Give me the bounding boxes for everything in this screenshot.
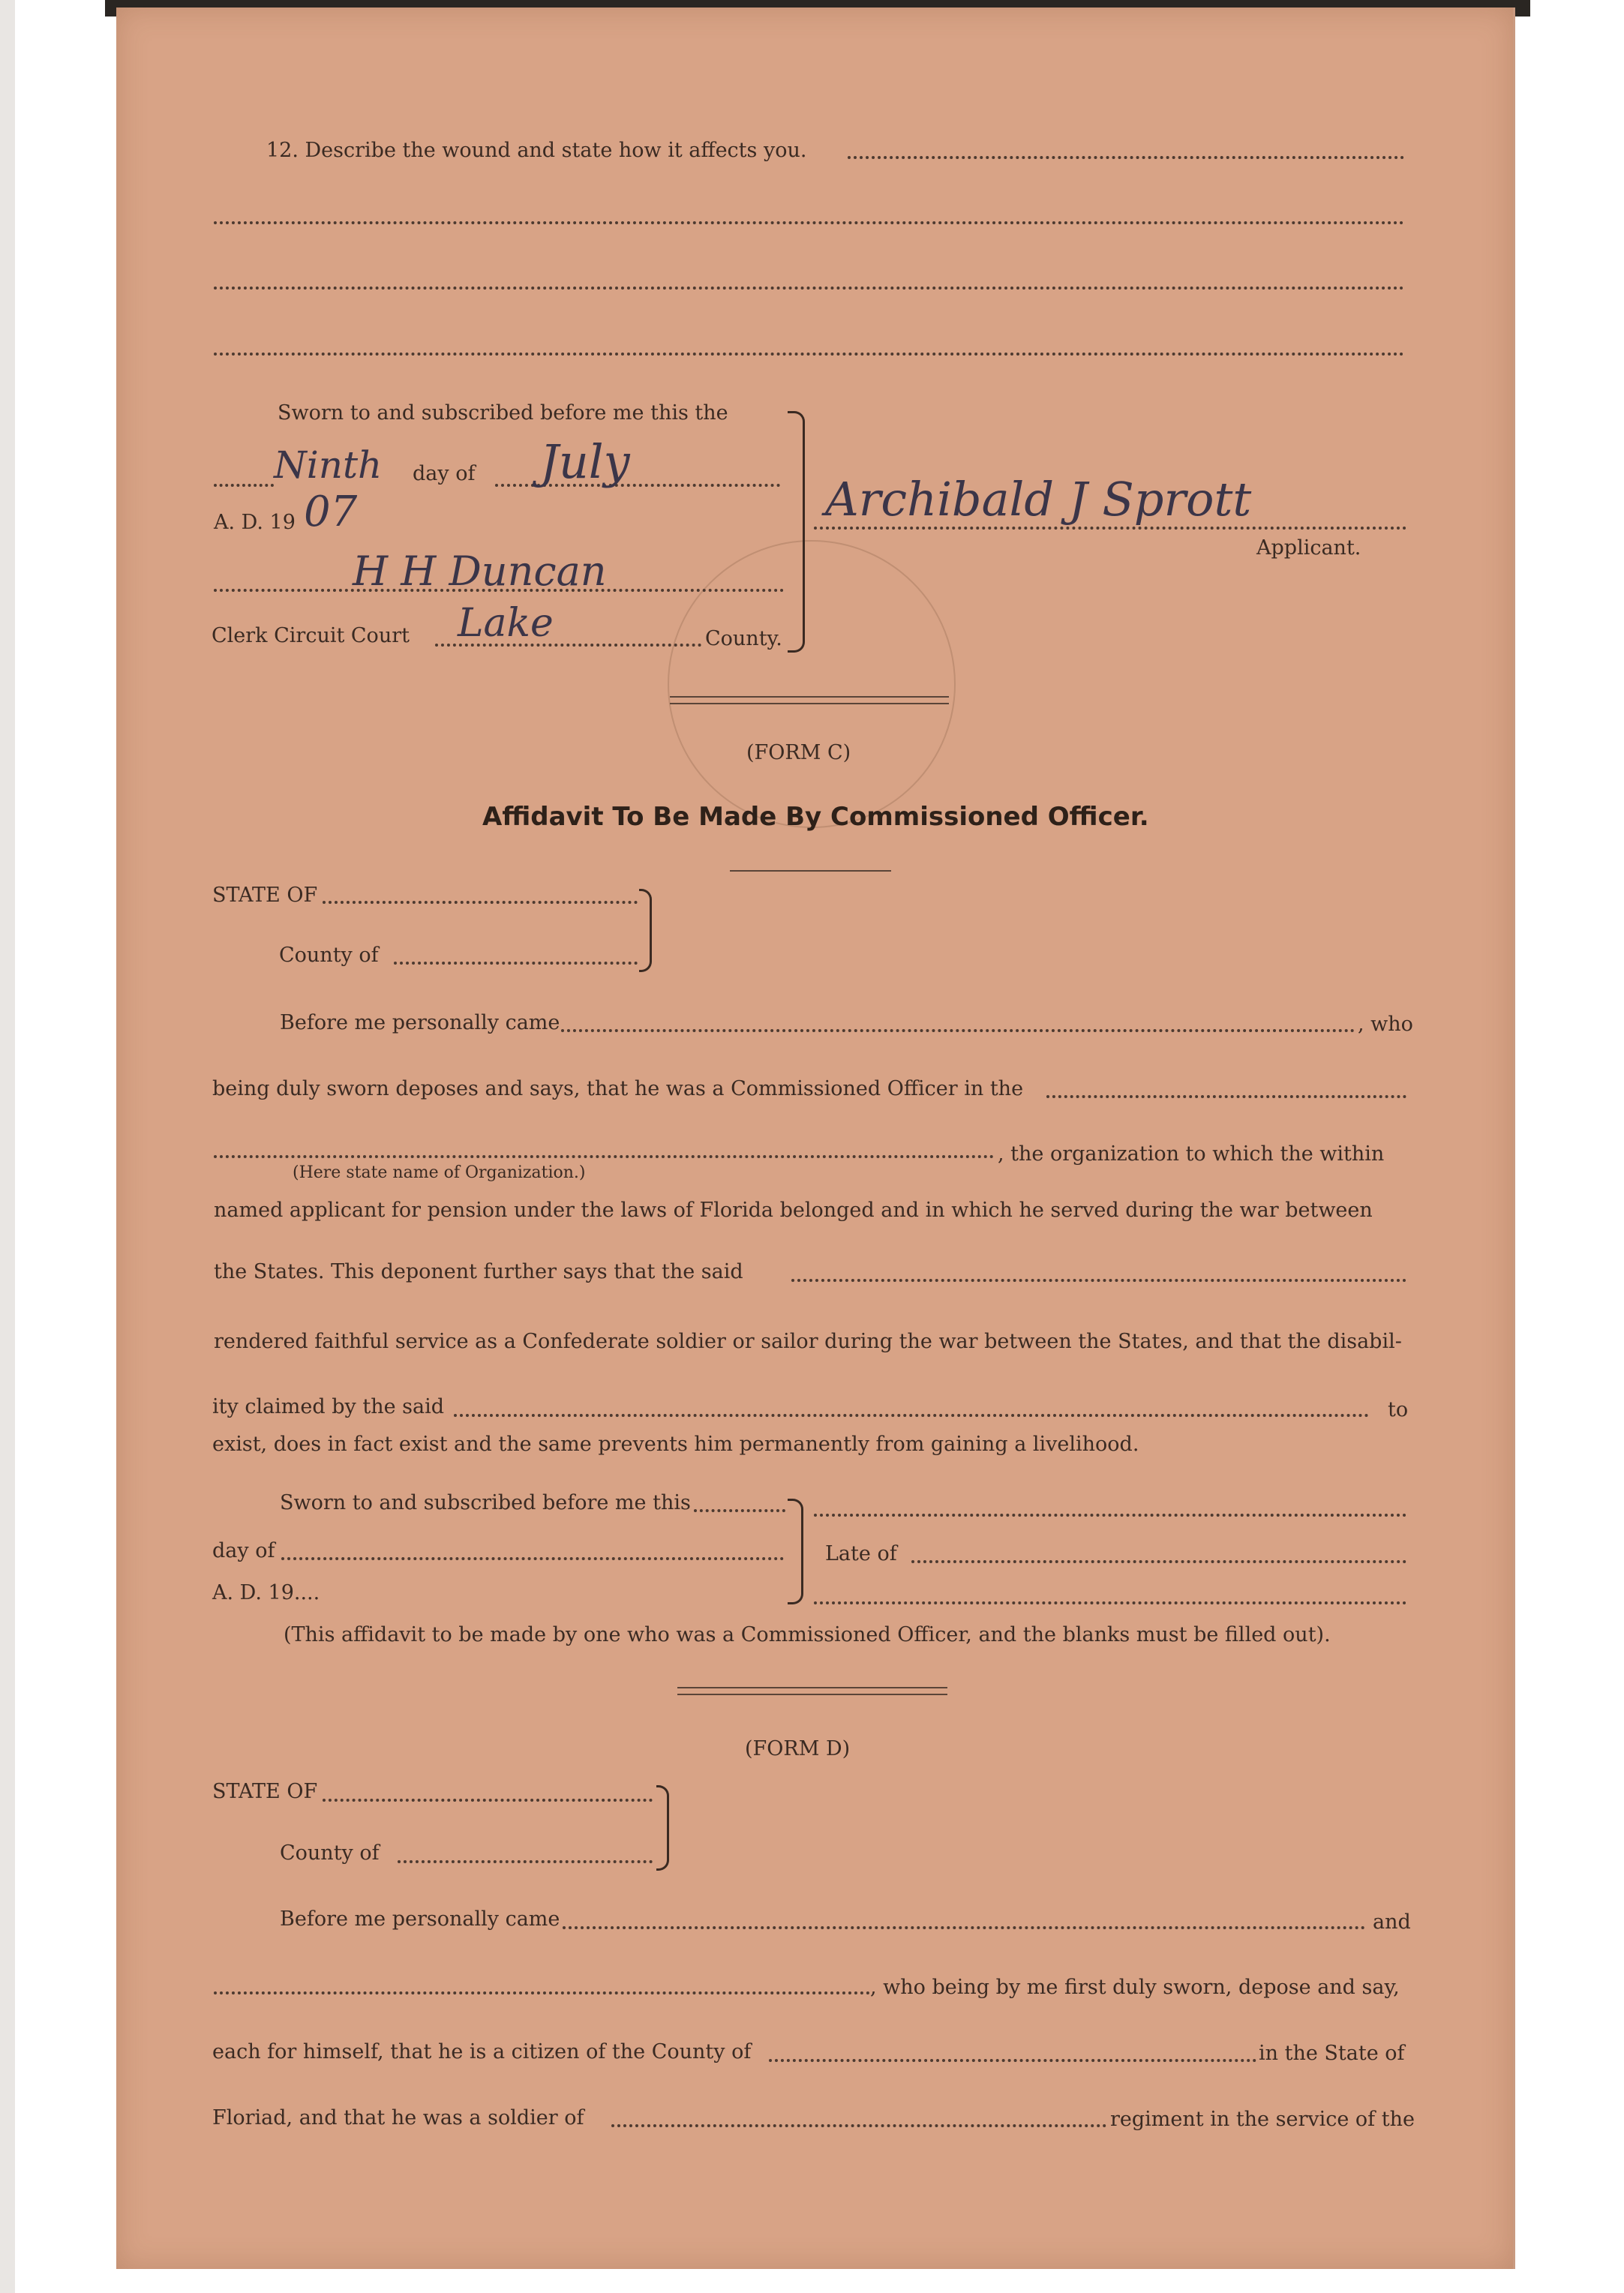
ad-label-c: A. D. 19.... bbox=[212, 1581, 320, 1604]
form-d-line-4: Floriad, and that he was a soldier of bbox=[212, 2106, 584, 2129]
blank-line bbox=[769, 2059, 1256, 2062]
handwritten-month: July bbox=[540, 434, 630, 489]
form-c-label: (FORM C) bbox=[746, 741, 851, 764]
sworn-text: Sworn to and subscribed before me this the bbox=[278, 401, 728, 425]
form-c-line-7: ity claimed by the said bbox=[212, 1395, 445, 1418]
divider bbox=[730, 870, 891, 872]
day-of-label-c: day of bbox=[212, 1539, 275, 1562]
county-of-label-d: County of bbox=[280, 1841, 380, 1865]
organization-note: (Here state name of Organization.) bbox=[293, 1163, 586, 1182]
form-c-line-4: named applicant for pension under the laws of Florida belonged and in which he served during the war between bbox=[214, 1199, 1373, 1222]
blank-line bbox=[281, 1557, 784, 1560]
answer-line bbox=[214, 353, 1404, 356]
form-c-line-1-end: , who bbox=[1358, 1013, 1413, 1036]
form-c-title: Affidavit To Be Made By Commissioned Officer. bbox=[482, 802, 1149, 832]
applicant-signature: Archibald J Sprott bbox=[825, 472, 1252, 527]
divider bbox=[677, 1694, 947, 1695]
form-c-line-8: exist, does in fact exist and the same prevents him permanently from gaining a livelihood. bbox=[212, 1433, 1139, 1456]
divider bbox=[677, 1687, 947, 1688]
blank-line bbox=[214, 484, 274, 487]
blank-line bbox=[611, 2124, 1106, 2127]
form-d-line-3: each for himself, that he is a citizen of the County of bbox=[212, 2040, 752, 2063]
sworn-text-c: Sworn to and subscribed before me this bbox=[280, 1491, 691, 1514]
blank-line bbox=[791, 1279, 1406, 1282]
handwritten-clerk-name: H H Duncan bbox=[353, 548, 607, 595]
handwritten-year: 07 bbox=[304, 488, 358, 536]
handwritten-day: Ninth bbox=[274, 443, 383, 487]
blank-line bbox=[814, 1514, 1406, 1517]
blank-line bbox=[561, 1029, 1355, 1032]
bracket bbox=[788, 1499, 803, 1604]
bracket bbox=[656, 1785, 669, 1871]
form-c-line-3-end: , the organization to which the within bbox=[998, 1142, 1385, 1166]
blank-line bbox=[323, 901, 638, 904]
form-c-line-2: being duly sworn deposes and says, that he was a Commissioned Officer in the bbox=[212, 1077, 1024, 1100]
bracket bbox=[788, 411, 805, 653]
state-of-label-d: STATE OF bbox=[212, 1780, 318, 1803]
blank-line bbox=[394, 962, 638, 965]
clerk-label: Clerk Circuit Court bbox=[212, 624, 410, 647]
blank-line bbox=[911, 1560, 1406, 1563]
blank-line bbox=[1046, 1095, 1406, 1098]
ad-label: A. D. 19 bbox=[214, 511, 296, 534]
answer-line bbox=[214, 287, 1404, 290]
embossed-seal bbox=[668, 540, 956, 828]
blank-line bbox=[454, 1414, 1369, 1417]
answer-line bbox=[848, 156, 1404, 159]
blank-line bbox=[563, 1926, 1365, 1929]
county-of-label: County of bbox=[279, 944, 379, 967]
county-label: County. bbox=[705, 627, 782, 650]
day-of-label: day of bbox=[413, 462, 476, 485]
blank-line bbox=[214, 1155, 994, 1158]
state-of-label: STATE OF bbox=[212, 884, 318, 907]
form-d-line-3-end: in the State of bbox=[1259, 2042, 1405, 2065]
form-c-line-5: the States. This deponent further says that the said bbox=[214, 1260, 743, 1283]
late-of-label: Late of bbox=[825, 1542, 897, 1565]
answer-line bbox=[214, 221, 1404, 224]
blank-line bbox=[814, 1601, 1406, 1604]
divider bbox=[670, 696, 949, 698]
form-c-line-1: Before me personally came bbox=[280, 1011, 560, 1034]
applicant-label: Applicant. bbox=[1256, 536, 1361, 560]
blank-line bbox=[398, 1860, 653, 1863]
handwritten-county: Lake bbox=[458, 601, 554, 646]
bracket bbox=[639, 889, 652, 972]
scan-margin bbox=[0, 0, 15, 2293]
form-d-line-1: Before me personally came bbox=[280, 1907, 560, 1931]
blank-line bbox=[495, 484, 780, 487]
form-d-label: (FORM D) bbox=[745, 1737, 851, 1760]
blank-line bbox=[694, 1509, 785, 1512]
question-12: 12. Describe the wound and state how it affects you. bbox=[266, 139, 807, 162]
signature-line bbox=[814, 527, 1406, 530]
form-d-line-4-end: regiment in the service of the bbox=[1110, 2108, 1415, 2131]
form-d-line-2-end: , who being by me first duly sworn, depose and say, bbox=[870, 1976, 1400, 1999]
blank-line bbox=[323, 1799, 653, 1802]
blank-line bbox=[214, 1991, 870, 1994]
form-d-line-1-end: and bbox=[1373, 1910, 1411, 1934]
form-c-line-6: rendered faithful service as a Confederate soldier or sailor during the war between the States, and that the disabil- bbox=[214, 1330, 1402, 1353]
form-c-note: (This affidavit to be made by one who was a Commissioned Officer, and the blanks must be filled out). bbox=[284, 1623, 1331, 1646]
divider bbox=[670, 703, 949, 704]
form-c-line-7-end: to bbox=[1388, 1398, 1409, 1421]
